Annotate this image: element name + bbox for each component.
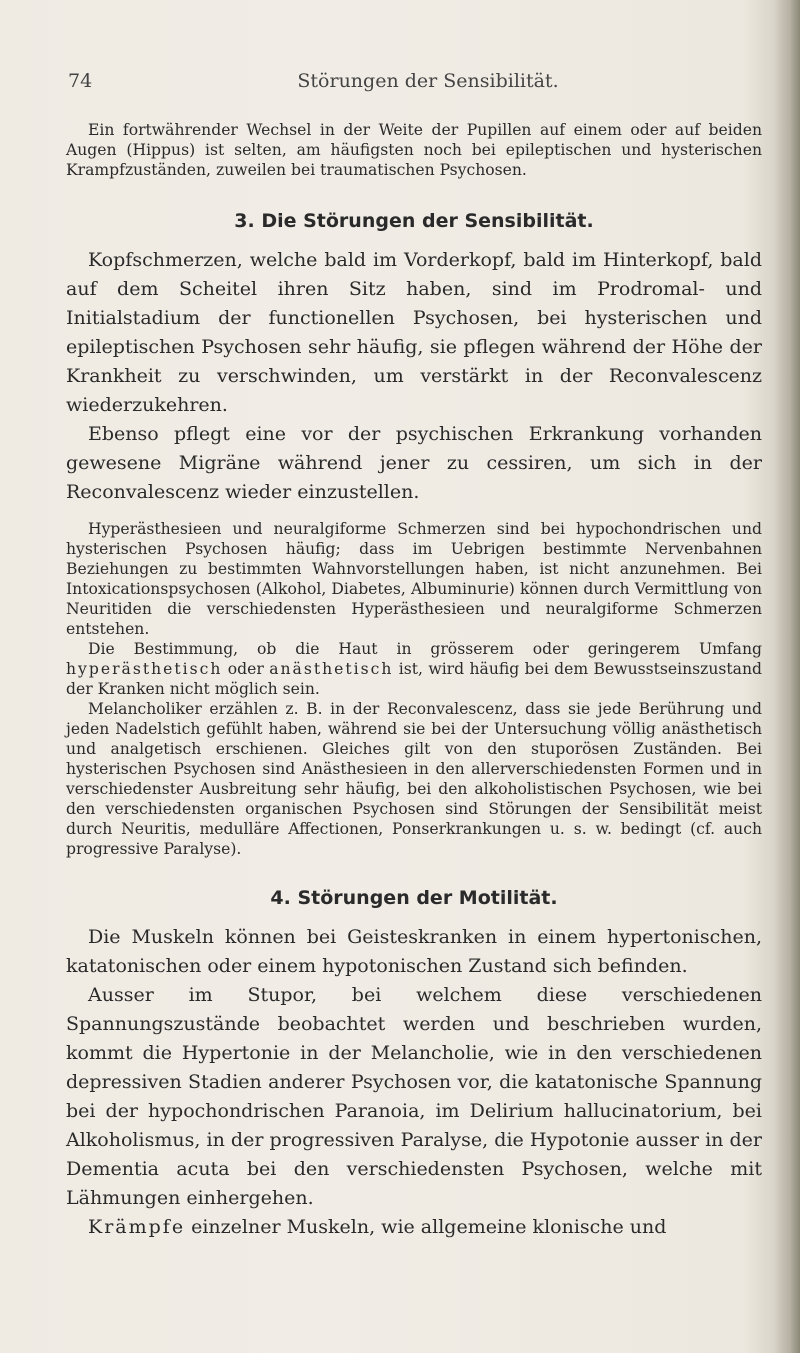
page-header xyxy=(68,70,788,100)
paragraph-stupor: Ausser im Stupor, bei welchem diese verschiedenen Spannungszustände beobachtet werden und beschrieben wurden, kommt die Hypertonie in der Melancholie, wie in den verschiedenen depressiven Stadien anderer Psychosen vor, die katatonische Spannung bei der hypochondrischen Paranoia, im Delirium hallucinatorium, bei Alkoholismus, in der progressiven Paralyse, die Hypotonie ausser in der Dementia acuta bei den verschiedensten Psychosen, welche mit Lähmungen einhergehen. xyxy=(66,984,762,1209)
paragraph-migraene: Ebenso pflegt eine vor der psychischen Erkrankung vorhanden gewesene Migräne während jener zu cessiren, um sich in der Reconvalescenz wieder einzustellen. xyxy=(66,423,762,503)
emphasized-term: anästhetisch xyxy=(269,660,394,678)
text-fragment: oder xyxy=(222,660,270,678)
text-fragment: einzelner Muskeln, wie allgemeine klonische und xyxy=(185,1216,667,1238)
running-head: Störungen der Sensibilität. xyxy=(297,70,559,92)
paragraph-hyperaesthesieen: Hyperästhesieen und neuralgiforme Schmerzen sind bei hypochondrischen und hysterischen Psychosen häufig; dass im Uebrigen bestimmte Nervenbahnen Beziehungen zu bestimmten Wahnvorstellungen haben, ist nicht anzunehmen. Bei Intoxicationspsychosen (Alkohol, Diabetes, Albuminurie) können durch Vermittlung von Neuritiden die verschiedensten Hyperästhesieen und neuralgiforme Schmerzen entstehen. xyxy=(66,520,762,638)
text-fragment: Die Bestimmung, ob die Haut in grösserem oder geringerem Umfang xyxy=(88,640,762,658)
emphasized-term: hyperästhetisch xyxy=(66,660,223,678)
paragraph-pupillen: Ein fortwährender Wechsel in der Weite der Pupillen auf einem oder auf beiden Augen (Hippus) ist selten, am häufigsten noch bei epileptischen und hysterischen Krampfzuständen, zuweilen bei traumatischen Psychosen. xyxy=(66,121,762,179)
emphasized-term: Krämpfe xyxy=(88,1216,186,1238)
paragraph-kraempfe xyxy=(66,1213,762,1242)
paragraph-bestimmung xyxy=(66,639,762,699)
paragraph-melancholiker: Melancholiker erzählen z. B. in der Reconvalescenz, dass sie jede Berührung und jeden Nadelstich gefühlt haben, während sie bei der Untersuchung völlig anästhetisch und analgetisch erschienen. Gleiches gilt von den stuporösen Zuständen. Bei hysterischen Psychosen sind Anästhesieen in den allerverschiedensten Formen und in verschiedenster Ausbreitung sehr häufig, bei den alkoholistischen Psychosen, wie bei den verschiedensten organischen Psychosen sind Störungen der Sensibilität meist durch Neuritis, medulläre Affectionen, Ponserkrankungen u. s. w. bedingt (cf. auch progressive Paralyse). xyxy=(66,700,762,858)
page-number: 74 xyxy=(68,70,93,92)
page-edge-shadow xyxy=(774,0,800,1353)
paragraph-kopfschmerzen: Kopfschmerzen, welche bald im Vorderkopf, bald im Hinterkopf, bald auf dem Scheitel ihren Sitz haben, sind im Prodromal- und Initialstadium der functionellen Psychosen, bei hysterischen und epileptischen Psychosen sehr häufig, sie pflegen während der Höhe der Krankheit zu verschwinden, um verstärkt in der Reconvalescenz wiederzukehren. xyxy=(66,249,762,416)
page-body xyxy=(66,120,762,1242)
section-heading-motilitaet: 4. Störungen der Motilität. xyxy=(270,887,558,909)
paragraph-muskeln: Die Muskeln können bei Geisteskranken in einem hypertonischen, katatonischen oder einem hypotonischen Zustand sich befinden. xyxy=(66,926,762,977)
section-heading-sensibilitaet: 3. Die Störungen der Sensibilität. xyxy=(234,210,594,232)
text-fragment: ist, wird häufig bei dem Bewusstseinszustand der Kranken nicht möglich sein. xyxy=(66,660,763,698)
